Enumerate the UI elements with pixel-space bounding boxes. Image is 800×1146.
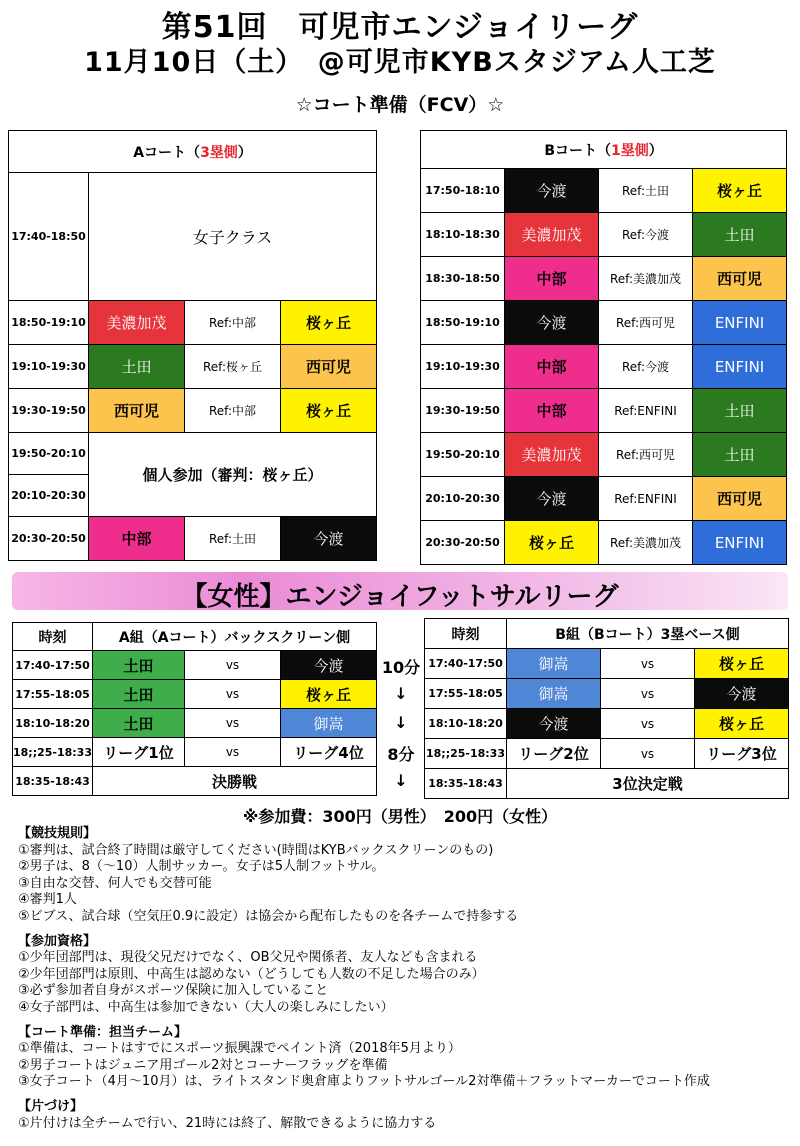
vs-label: vs [185,680,281,709]
time-cell: 17:40-18:50 [9,173,89,301]
vs-label: vs [601,709,695,739]
group-b-header: B組（Bコート）3塁ベース側 [507,619,789,649]
interval-label: 8分 [387,745,415,764]
rule-item: ①審判は、試合終了時間は厳守してください(時間はKYBバックスクリーンのもの) [18,842,494,858]
away-team: 桜ヶ丘 [281,680,377,709]
away-team: 今渡 [281,517,377,561]
referee: Ref:今渡 [599,345,693,389]
time-header: 時刻 [425,619,507,649]
interval-arrow: ↓ [394,684,408,703]
time-cell: 19:30-19:50 [421,389,505,433]
time-cell: 17:50-18:10 [421,169,505,213]
eligibility-heading: 【参加資格】 [18,933,97,949]
home-team: 西可児 [89,389,185,433]
away-team: ENFINI [693,301,787,345]
away-team: 今渡 [281,651,377,680]
referee: Ref:ENFINI [599,389,693,433]
participation-fee: ※参加費：300円（男性） 200円（女性） [242,807,558,826]
page-title: 第51回 可児市エンジョイリーグ [161,10,639,45]
individual-participation-block: 個人参加（審判：桜ヶ丘） [89,433,377,517]
referee: Ref:桜ヶ丘 [185,345,281,389]
time-cell: 19:50-20:10 [421,433,505,477]
competition-rules-heading: 【競技規則】 [18,826,97,841]
away-team: 桜ヶ丘 [695,709,789,739]
time-cell: 20:10-20:30 [421,477,505,521]
home-team: 土田 [93,680,185,709]
interval-arrow: ↓ [394,771,408,790]
rule-item: ②少年団部門は原則、中高生は認めない（どうしても人数の不足した場合のみ） [18,966,485,982]
interval-label: 10分 [381,658,421,677]
home-team: 美濃加茂 [505,433,599,477]
court-b-header: Bコート（1塁側） [421,131,787,169]
home-team: リーグ1位 [93,738,185,767]
referee: Ref:中部 [185,389,281,433]
vs-label: vs [601,739,695,769]
rule-item: ③必ず参加者自身がスポーツ保険に加入していること [18,983,329,999]
time-cell: 18:10-18:30 [421,213,505,257]
time-cell: 18:30-18:50 [421,257,505,301]
away-team: 桜ヶ丘 [693,169,787,213]
away-team: 土田 [693,213,787,257]
away-team: 西可児 [693,257,787,301]
away-team: 土田 [693,389,787,433]
time-header: 時刻 [13,623,93,651]
time-cell: 18;;25-18:33 [425,739,507,769]
group-b-schedule [424,618,789,799]
time-cell: 19:50-20:10 [9,433,89,475]
home-team: 今渡 [507,709,601,739]
group-a-schedule [12,622,377,796]
event-date-venue: 11月10日（土） @可児市KYBスタジアム人工芝 [84,47,716,78]
time-cell: 19:10-19:30 [9,345,89,389]
vs-label: vs [185,738,281,767]
rule-item: ①準備は、コートはすでにスポーツ振興課でペイント済（2018年5月より） [18,1041,461,1057]
third-place-match: 3位決定戦 [507,769,789,799]
time-cell: 19:10-19:30 [421,345,505,389]
away-team: 西可児 [281,345,377,389]
away-team: 御嵩 [281,709,377,738]
home-team: 美濃加茂 [89,301,185,345]
vs-label: vs [601,649,695,679]
away-team: ENFINI [693,521,787,565]
referee: Ref:中部 [185,301,281,345]
time-cell: 18:10-18:20 [425,709,507,739]
referee: Ref:土田 [599,169,693,213]
final-match: 決勝戦 [93,767,377,796]
time-cell: 18:35-18:43 [13,767,93,796]
home-team: 土田 [93,709,185,738]
home-team: 今渡 [505,477,599,521]
group-a-header: A組（Aコート）バックスクリーン側 [93,623,377,651]
home-team: 中部 [505,345,599,389]
away-team: 桜ヶ丘 [695,649,789,679]
court-b-schedule [420,130,787,565]
home-team: 御嵩 [507,649,601,679]
home-team: 桜ヶ丘 [505,521,599,565]
time-cell: 18:50-19:10 [9,301,89,345]
rule-item: ②男子は、8（～10）人制サッカー。女子は5人制フットサル。 [18,859,385,875]
home-team: 中部 [505,257,599,301]
home-team: リーグ2位 [507,739,601,769]
referee: Ref:今渡 [599,213,693,257]
court-prep-heading: 【コート準備：担当チーム】 [18,1024,188,1040]
rule-item: ⑤ビブス、試合球（空気圧0.9に設定）は協会から配布したものを各チームで持参する [18,908,519,924]
home-team: 中部 [89,517,185,561]
time-cell: 17:55-18:05 [425,679,507,709]
home-team: 土田 [93,651,185,680]
time-cell: 18;;25-18:33 [13,738,93,767]
time-cell: 19:30-19:50 [9,389,89,433]
rule-item: ④女子部門は、中高生は参加できない（大人の楽しみにしたい） [18,999,394,1015]
away-team: ENFINI [693,345,787,389]
rule-item: ③自由な交替、何人でも交替可能 [18,875,212,891]
referee: Ref:ENFINI [599,477,693,521]
vs-label: vs [185,651,281,680]
court-a-header: Aコート（3塁側） [9,131,377,173]
rule-item: ①片付けは全チームで行い、21時には終了、解散できるように協力する [18,1115,437,1131]
time-cell: 17:40-17:50 [425,649,507,679]
home-team: 中部 [505,389,599,433]
home-team: 今渡 [505,169,599,213]
away-team: 今渡 [695,679,789,709]
rules-section [18,826,788,1132]
referee: Ref:美濃加茂 [599,521,693,565]
court-prep-note: ☆コート準備（FCV）☆ [295,94,505,116]
away-team: 土田 [693,433,787,477]
away-team: 桜ヶ丘 [281,389,377,433]
interval-arrow: ↓ [394,713,408,732]
vs-label: vs [185,709,281,738]
rule-item: ②男子コートはジュニア用ゴール2対とコーナーフラッグを準備 [18,1057,388,1073]
court-a-schedule [8,130,377,561]
away-team: 西可児 [693,477,787,521]
referee: Ref:西可児 [599,301,693,345]
vs-label: vs [601,679,695,709]
referee: Ref:土田 [185,517,281,561]
cleanup-heading: 【片づけ】 [18,1098,84,1114]
time-cell: 18:35-18:43 [425,769,507,799]
referee: Ref:美濃加茂 [599,257,693,301]
womens-league-title: 【女性】エンジョイフットサルリーグ [181,582,619,612]
time-cell: 20:30-20:50 [9,517,89,561]
home-team: 御嵩 [507,679,601,709]
rule-item: ③女子コート（4月～10月）は、ライトスタンド奥倉庫よりフットサルゴール2対準備＋フラットマーカーでコート作成 [18,1074,710,1090]
home-team: 土田 [89,345,185,389]
referee: Ref:西可児 [599,433,693,477]
home-team: 今渡 [505,301,599,345]
rule-item: ①少年団部門は、現役父兄だけでなく、OB父兄や関係者、友人なども含まれる [18,950,478,966]
time-cell: 20:30-20:50 [421,521,505,565]
time-cell: 17:40-17:50 [13,651,93,680]
home-team: 美濃加茂 [505,213,599,257]
rule-item: ④審判1人 [18,892,77,908]
time-cell: 18:50-19:10 [421,301,505,345]
women-class-block: 女子クラス [89,173,377,301]
time-cell: 17:55-18:05 [13,680,93,709]
away-team: リーグ3位 [695,739,789,769]
away-team: 桜ヶ丘 [281,301,377,345]
time-cell: 18:10-18:20 [13,709,93,738]
away-team: リーグ4位 [281,738,377,767]
time-cell: 20:10-20:30 [9,475,89,517]
